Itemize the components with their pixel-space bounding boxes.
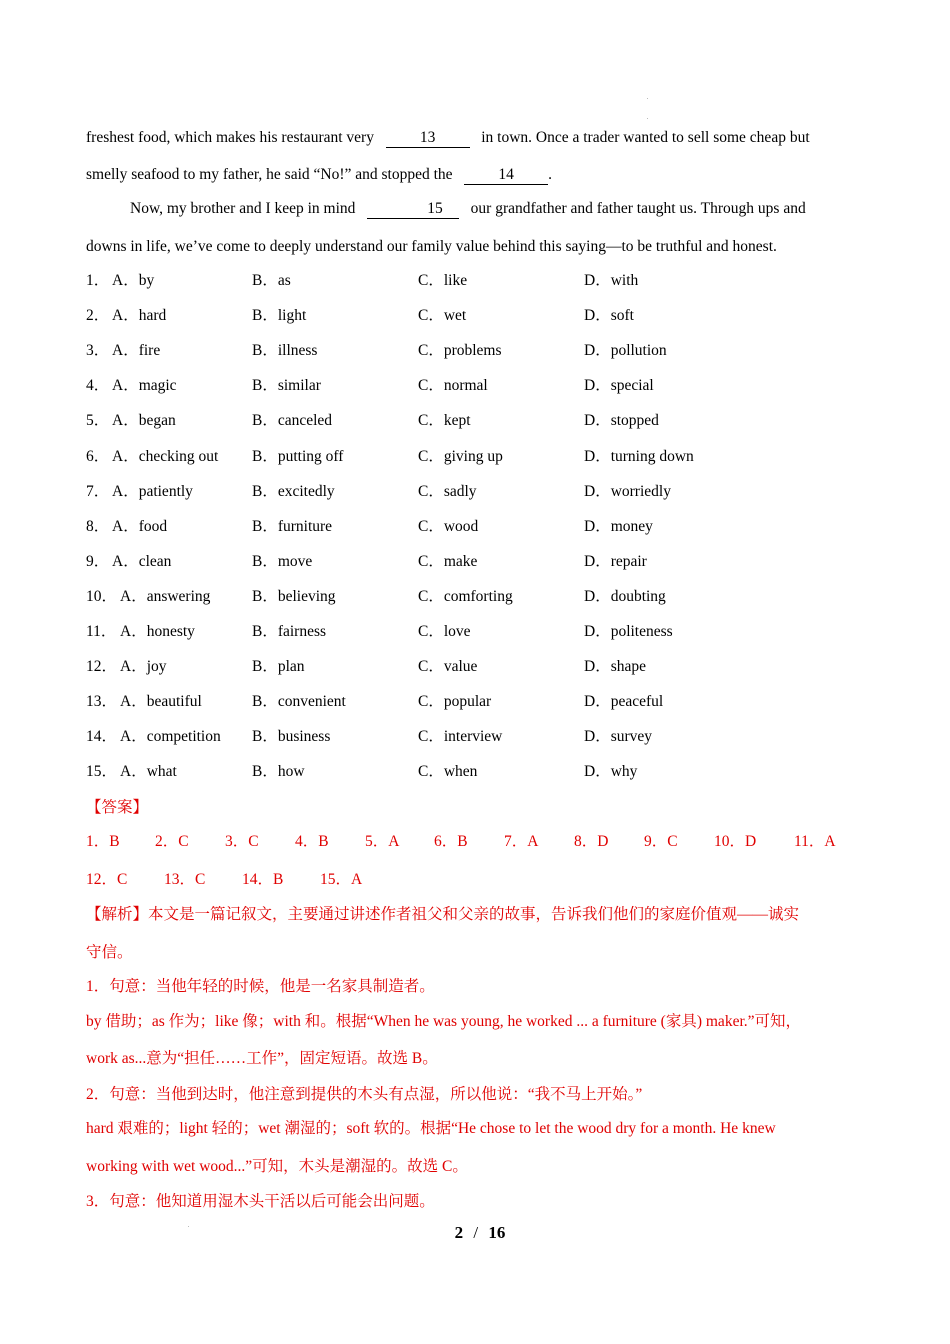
question-row: [86, 544, 866, 579]
option-a: A．by: [112, 272, 155, 289]
analysis-line: by 借助；as 作为；like 像；with 和。根据“When he was young, he worked ... a furniture (家具) maker.”可知，: [86, 1013, 802, 1030]
option-d: D．money: [584, 517, 653, 535]
option-c: C．normal: [418, 377, 488, 395]
answer-item: 14．B: [242, 871, 284, 888]
option-d: D．survey: [584, 728, 653, 746]
passage-line-1: freshest food, which makes his restaurant very 13 in town. Once a trader wanted to sell some cheap but: [86, 129, 810, 146]
question-number: 10．: [86, 587, 118, 605]
option-d: D．peaceful: [584, 693, 664, 711]
question-row: [86, 298, 866, 333]
option-b: B．believing: [252, 587, 336, 605]
question-number: 5．: [86, 412, 110, 430]
question-row: [86, 509, 866, 544]
option-d: D．doubting: [584, 587, 666, 605]
option-d: D．turning down: [584, 447, 694, 465]
question-number: 6．: [86, 447, 110, 465]
answer-item: 12．C: [86, 871, 128, 888]
option-c: C．kept: [418, 412, 471, 430]
answer-item: 5．A: [365, 833, 400, 850]
option-d: D．why: [584, 763, 638, 781]
answer-item: 7．A: [504, 833, 539, 850]
blank-14: 14: [464, 166, 548, 185]
blank-13: 13: [386, 129, 470, 148]
current-page: 2: [454, 1223, 464, 1242]
question-row: [86, 368, 866, 403]
option-a: A．hard: [112, 307, 167, 325]
option-c: C．like: [418, 272, 468, 289]
answer-item: 9．C: [644, 833, 678, 850]
question-number: 4．: [86, 377, 110, 395]
option-a: A．patiently: [112, 482, 193, 500]
option-b: B．illness: [252, 342, 318, 360]
question-number: 8．: [86, 517, 110, 535]
question-number: 1．: [86, 272, 110, 289]
question-number: 3．: [86, 342, 110, 360]
option-a: A．began: [112, 412, 176, 430]
option-b: B．canceled: [252, 412, 333, 430]
question-row: [86, 579, 866, 614]
option-c: C．interview: [418, 728, 503, 746]
question-number: 15．: [86, 763, 118, 781]
question-row: [86, 439, 866, 474]
analysis-line: 【解析】本文是一篇记叙文，主要通过讲述作者祖父和父亲的故事，告诉我们他们的家庭价值观——诚实: [86, 906, 800, 923]
option-d: D．pollution: [584, 342, 667, 360]
option-c: C．popular: [418, 693, 492, 711]
analysis-line: work as...意为“担任……工作”，固定短语。故选 B。: [86, 1050, 438, 1067]
question-row: [86, 263, 866, 298]
option-b: B．furniture: [252, 517, 333, 535]
question-row: [86, 684, 866, 719]
option-c: C．when: [418, 763, 478, 781]
option-d: D．special: [584, 377, 654, 395]
question-row: [86, 474, 866, 509]
question-row: [86, 649, 866, 684]
question-number: 9．: [86, 552, 110, 570]
question-number: 14．: [86, 728, 118, 746]
analysis-line: working with wet wood...”可知，木头是潮湿的。故选 C。: [86, 1158, 468, 1175]
option-a: A．fire: [112, 342, 161, 360]
option-c: C．wet: [418, 307, 467, 325]
scan-dot: [647, 98, 648, 99]
passage-line-3: Now, my brother and I keep in mind 15 our grandfather and father taught us. Through ups and: [130, 200, 806, 217]
option-b: B．move: [252, 552, 313, 570]
option-a: A．beautiful: [120, 693, 202, 711]
page-number: [0, 1220, 950, 1246]
question-row: [86, 403, 866, 438]
option-c: C．giving up: [418, 447, 503, 465]
passage-line-4: downs in life, we’ve come to deeply understand our family value behind this saying—to be truthful and honest.: [86, 238, 777, 255]
answer-item: 15．A: [320, 871, 363, 888]
answer-item: 4．B: [295, 833, 329, 850]
question-row: [86, 719, 866, 754]
option-c: C．value: [418, 658, 478, 676]
total-pages: 16: [488, 1223, 506, 1242]
question-number: 13．: [86, 693, 118, 711]
option-a: A．answering: [120, 587, 211, 605]
option-b: B．excitedly: [252, 482, 335, 500]
answer-heading: 【答案】: [86, 799, 149, 816]
answer-item: 1．B: [86, 833, 120, 850]
question-number: 11．: [86, 623, 117, 640]
question-number: 7．: [86, 482, 110, 500]
option-d: D．soft: [584, 307, 634, 325]
answer-item: 11．A: [794, 833, 836, 850]
analysis-line: hard 艰难的；light 轻的；wet 潮湿的；soft 软的。根据“He chose to let the wood dry for a month. He knew: [86, 1120, 776, 1137]
question-number: 12．: [86, 658, 118, 676]
option-d: D．shape: [584, 658, 646, 676]
question-row: [86, 754, 866, 789]
blank-15: 15: [367, 200, 459, 219]
analysis-line: 守信。: [86, 944, 133, 961]
option-d: D．repair: [584, 552, 647, 570]
answer-row-2: [86, 861, 876, 898]
answer-item: 6．B: [434, 833, 468, 850]
question-row: [86, 614, 866, 649]
option-d: D．stopped: [584, 412, 659, 430]
option-b: B．plan: [252, 658, 305, 676]
option-b: B．light: [252, 307, 307, 325]
analysis-line: 2．句意：当他到达时，他注意到提供的木头有点湿，所以他说：“我不马上开始。”: [86, 1086, 643, 1103]
option-c: C．wood: [418, 517, 479, 535]
option-c: C．problems: [418, 342, 502, 360]
answer-item: 3．C: [225, 833, 259, 850]
option-c: C．make: [418, 552, 478, 570]
option-c: C．comforting: [418, 587, 513, 605]
answer-row-1: [86, 823, 876, 860]
option-a: A．what: [120, 763, 177, 781]
option-a: A．competition: [120, 728, 221, 746]
answer-item: 2．C: [155, 833, 189, 850]
option-a: A．clean: [112, 552, 172, 570]
option-a: A．magic: [112, 377, 177, 395]
option-c: C．sadly: [418, 482, 477, 500]
option-a: A．joy: [120, 658, 167, 676]
option-c: C．love: [418, 623, 471, 640]
option-b: B．similar: [252, 377, 321, 395]
question-row: [86, 333, 866, 368]
option-b: B．how: [252, 763, 305, 781]
option-a: A．honesty: [120, 623, 195, 640]
answer-item: 8．D: [574, 833, 609, 850]
page-separator: /: [473, 1223, 479, 1242]
passage-line-2: smelly seafood to my father, he said “No!” and stopped the 14 .: [86, 166, 553, 183]
option-b: B．fairness: [252, 623, 327, 640]
option-b: B．as: [252, 272, 291, 289]
option-d: D．politeness: [584, 623, 673, 640]
analysis-line: 1．句意：当他年轻的时候，他是一名家具制造者。: [86, 978, 435, 995]
option-a: A．food: [112, 517, 168, 535]
option-d: D．worriedly: [584, 482, 671, 500]
option-b: B．business: [252, 728, 331, 746]
answer-item: 13．C: [164, 871, 206, 888]
option-d: D．with: [584, 272, 639, 289]
option-a: A．checking out: [112, 447, 219, 465]
question-number: 2．: [86, 307, 110, 325]
analysis-line: 3．句意：他知道用湿木头干活以后可能会出问题。: [86, 1193, 435, 1210]
option-b: B．putting off: [252, 447, 344, 465]
option-b: B．convenient: [252, 693, 346, 711]
answer-item: 10．D: [714, 833, 757, 850]
